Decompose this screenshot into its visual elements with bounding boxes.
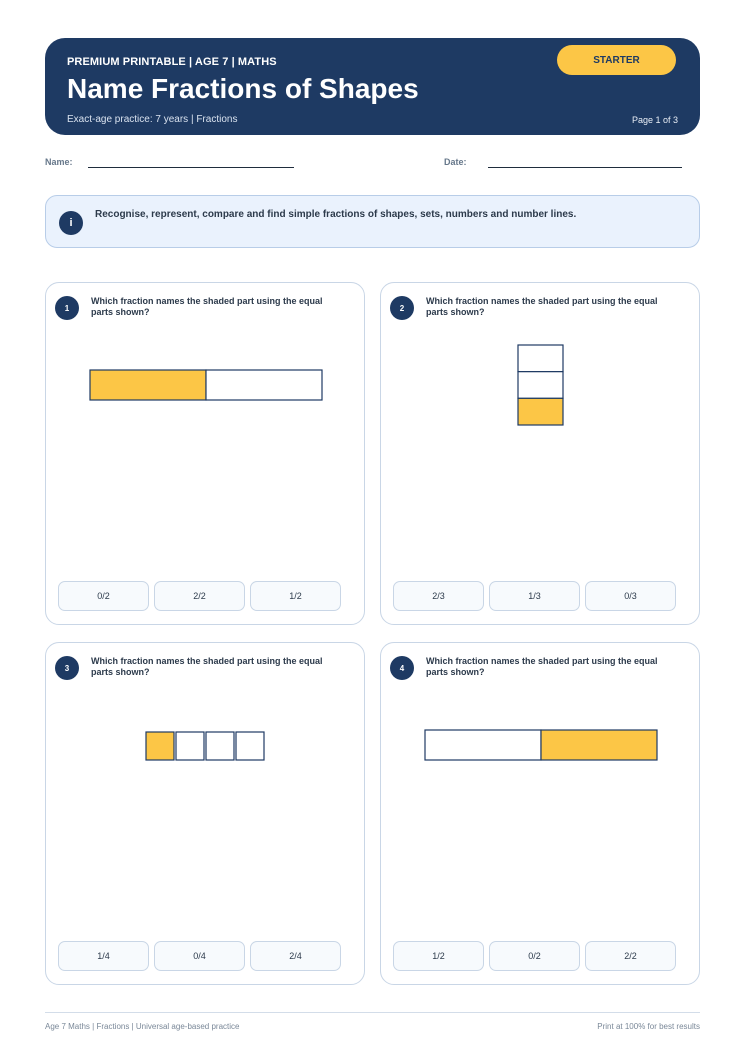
unshaded-part: [518, 345, 563, 372]
footer-left-text: Age 7 Maths | Fractions | Universal age-based practice: [45, 1022, 240, 1031]
question-number: 4: [390, 656, 414, 680]
name-label: Name:: [45, 157, 73, 167]
shaded-part: [146, 732, 174, 760]
footer-right-text: Print at 100% for best results: [597, 1022, 700, 1031]
question-text: Which fraction names the shaded part using the equal parts shown?: [91, 296, 323, 317]
answer-option[interactable]: 2/3: [393, 581, 484, 611]
question-text: Which fraction names the shaded part using the equal parts shown?: [426, 656, 658, 677]
unshaded-part: [176, 732, 204, 760]
question-number: 2: [390, 296, 414, 320]
question-card-1: [45, 282, 365, 625]
level-badge: STARTER: [557, 45, 676, 75]
page-number: Page 1 of 3: [631, 115, 678, 125]
unshaded-part: [206, 732, 234, 760]
unshaded-part: [236, 732, 264, 760]
fraction-squares-shape: [46, 643, 364, 984]
footer-divider: [45, 1012, 700, 1013]
question-card-2: [380, 282, 700, 625]
fraction-stack-shape: [381, 283, 699, 624]
worksheet-header: [45, 38, 700, 135]
answer-option[interactable]: 1/4: [58, 941, 149, 971]
answer-option[interactable]: 0/3: [585, 581, 676, 611]
answer-option[interactable]: 1/2: [250, 581, 341, 611]
answer-option[interactable]: 0/4: [154, 941, 245, 971]
answer-option[interactable]: 2/4: [250, 941, 341, 971]
answer-option[interactable]: 0/2: [58, 581, 149, 611]
info-text: Recognise, represent, compare and find simple fractions of shapes, sets, numbers and number lines.: [95, 209, 577, 220]
name-line[interactable]: [88, 167, 294, 168]
date-label: Date:: [444, 157, 467, 167]
question-text: Which fraction names the shaded part using the equal parts shown?: [426, 296, 658, 317]
question-card-3: [45, 642, 365, 985]
unshaded-part: [425, 730, 541, 760]
date-line[interactable]: [488, 167, 682, 168]
question-number: 3: [55, 656, 79, 680]
page-title: Name Fractions of Shapes: [67, 73, 419, 104]
shaded-part: [518, 398, 563, 425]
header-kicker: PREMIUM PRINTABLE | AGE 7 | MATHS: [67, 56, 277, 68]
shaded-part: [90, 370, 206, 400]
answer-option[interactable]: 1/3: [489, 581, 580, 611]
info-icon: i: [59, 211, 83, 235]
answer-option[interactable]: 0/2: [489, 941, 580, 971]
unshaded-part: [206, 370, 322, 400]
question-card-4: [380, 642, 700, 985]
question-number: 1: [55, 296, 79, 320]
shaded-part: [541, 730, 657, 760]
fraction-bar-shape: [381, 643, 699, 984]
answer-option[interactable]: 1/2: [393, 941, 484, 971]
header-subtitle: Exact-age practice: 7 years | Fractions: [67, 114, 238, 125]
info-banner: [45, 195, 700, 248]
question-text: Which fraction names the shaded part using the equal parts shown?: [91, 656, 323, 677]
answer-option[interactable]: 2/2: [585, 941, 676, 971]
fraction-bar-shape: [46, 283, 364, 624]
unshaded-part: [518, 372, 563, 399]
answer-option[interactable]: 2/2: [154, 581, 245, 611]
